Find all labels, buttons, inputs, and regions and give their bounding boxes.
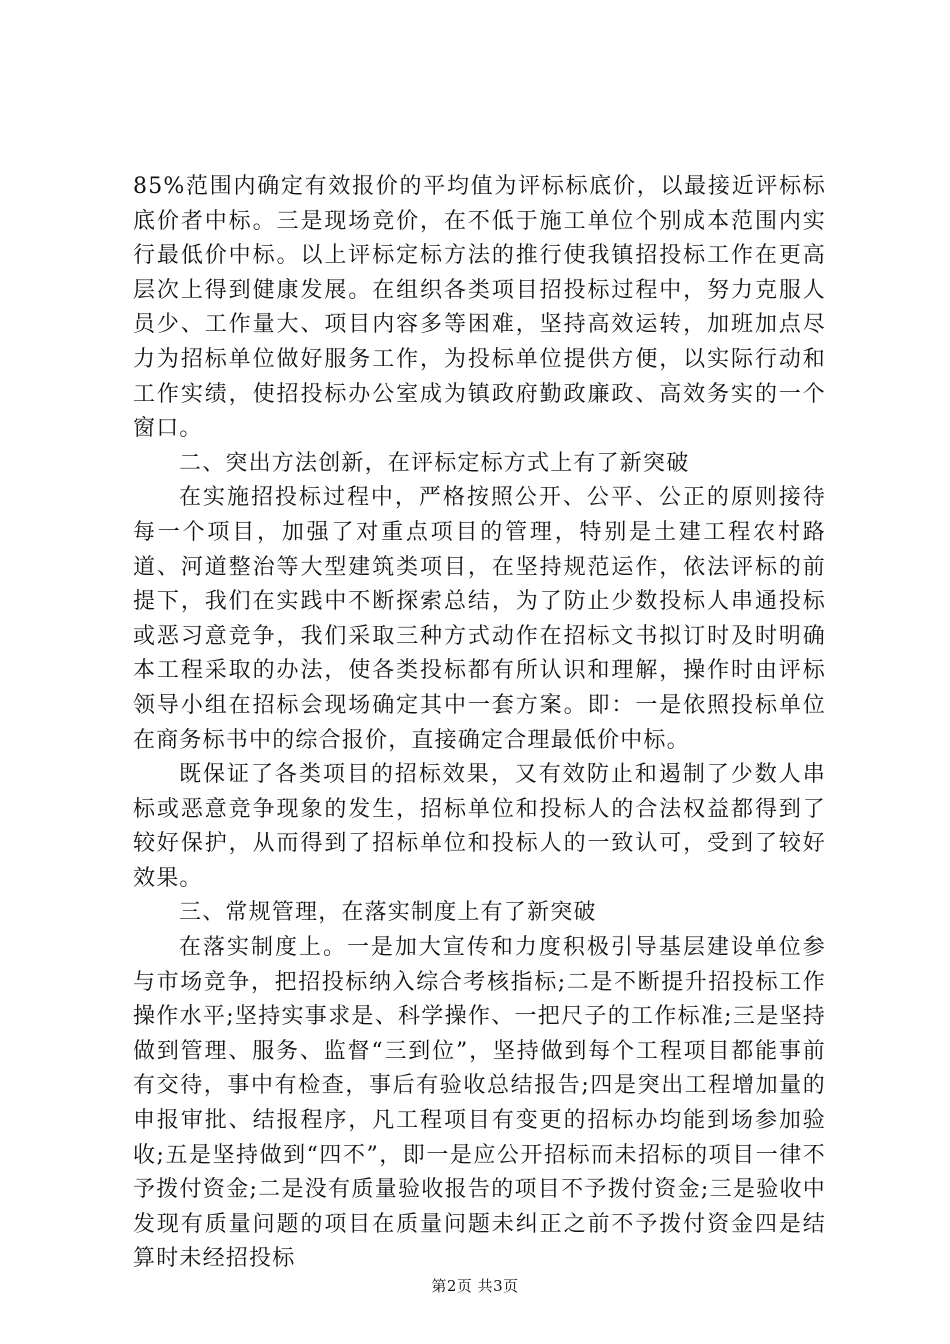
page-footer: 第2页 共3页 [431,1277,519,1295]
paragraph-4: 既保证了各类项目的招标效果，又有效防止和遏制了少数人串标或恶意竞争现象的发生，招标单位和投标人的合法权益都得到了较好保护，从而得到了招标单位和投标人的一致认可，受到了较好效果。 [133,762,826,891]
document-body [133,170,826,1277]
section-heading-2: 二、突出方法创新，在评标定标方式上有了新突破 [179,450,690,476]
paragraph-6: 在落实制度上。一是加大宣传和力度积极引导基层建设单位参与市场竞争，把招投标纳入综合考核指标;二是不断提升招投标工作操作水平;坚持实事求是、科学操作、一把尺子的工作标准;三是坚持做到管理、服务、监督“三到位”，坚持做到每个工程项目都能事前有交待，事中有检查，事后有验收总结报告;四是突出工程增加量的申报审批、结报程序，凡工程项目有变更的招标办均能到场参加验收;五是坚持做到“四不”，即一是应公开招标而未招标的项目一律不予拨付资金;二是没有质量验收报告的项目不予拨付资金;三是验收中发现有质量问题的项目在质量问题未纠正之前不予拨付资金四是结算时未经招投标 [133,935,826,1272]
section-heading-3: 三、常规管理，在落实制度上有了新突破 [179,900,597,926]
paragraph-1: 85%范围内确定有效报价的平均值为评标标底价，以最接近评标标底价者中标。三是现场竞价，在不低于施工单位个别成本范围内实行最低价中标。以上评标定标方法的推行使我镇招投标工作在更高层次上得到健康发展。在组织各类项目招投标过程中，努力克服人员少、工作量大、项目内容多等困难，坚持高效运转，加班加点尽力为招标单位做好服务工作，为投标单位提供方便，以实际行动和工作实绩，使招投标办公室成为镇政府勤政廉政、高效务实的一个窗口。 [133,174,826,442]
paragraph-3: 在实施招投标过程中，严格按照公开、公平、公正的原则接待每一个项目，加强了对重点项目的管理，特别是土建工程农村路道、河道整治等大型建筑类项目，在坚持规范运作，依法评标的前提下，我们在实践中不断探索总结，为了防止少数投标人串通投标或恶习意竞争，我们采取三种方式动作在招标文书拟订时及时明确本工程采取的办法，使各类投标都有所认识和理解，操作时由评标领导小组在招标会现场确定其中一套方案。即：一是依照投标单位在商务标书中的综合报价，直接确定合理最低价中标。 [133,485,826,753]
